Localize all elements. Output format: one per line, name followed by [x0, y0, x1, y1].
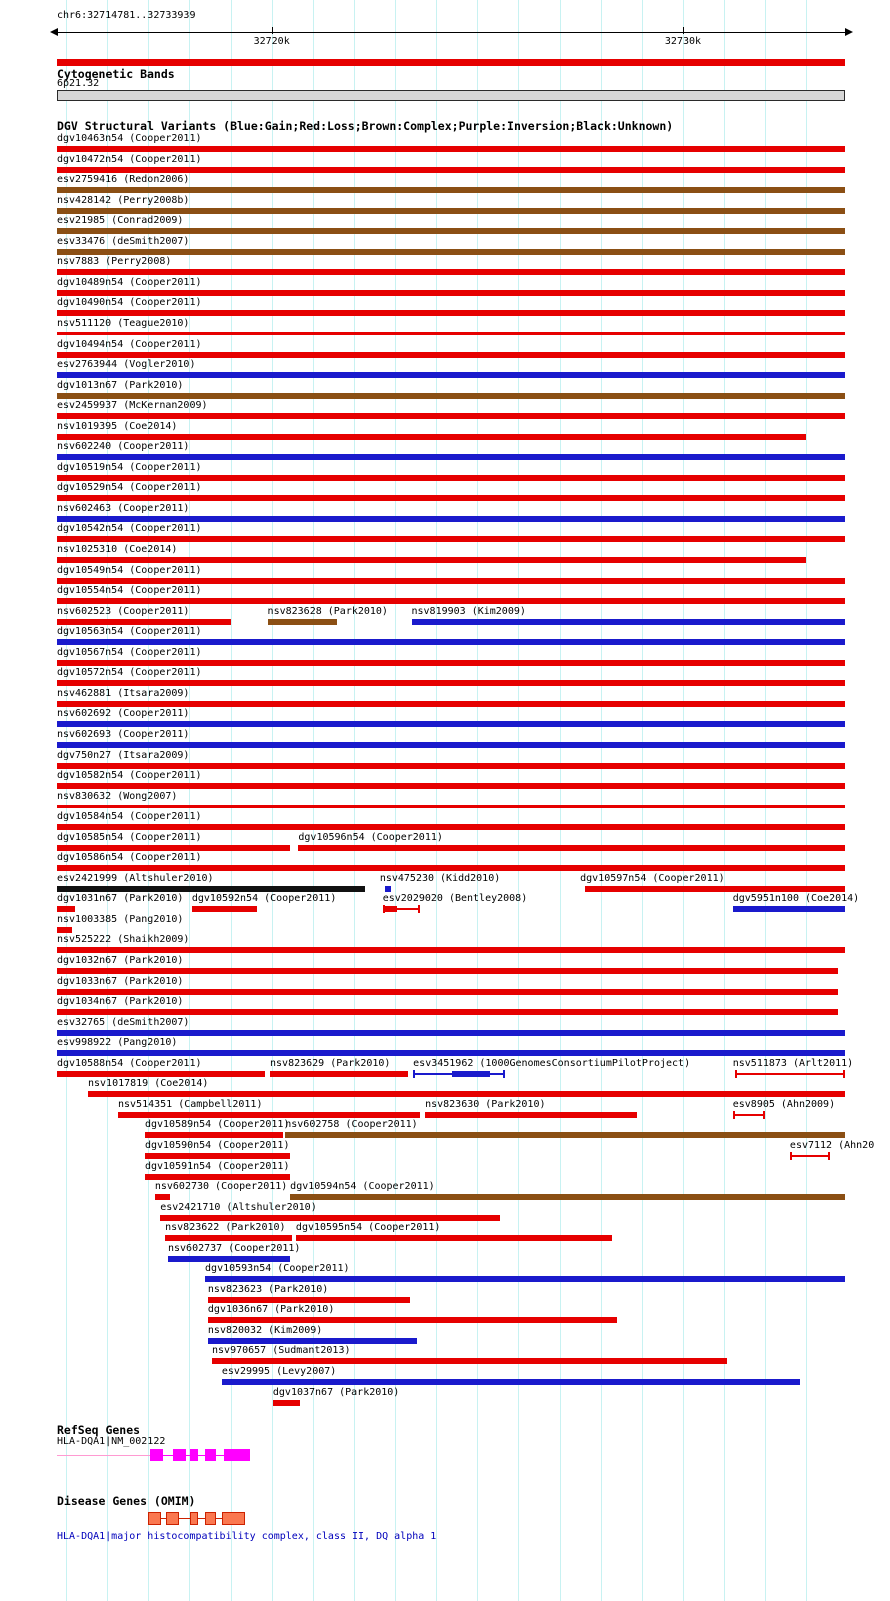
variant-bar[interactable] [57, 393, 845, 399]
variant-label[interactable]: dgv10595n54 (Cooper2011) [295, 1222, 441, 1234]
variant-range-tick [733, 1111, 735, 1119]
variant-bar[interactable] [57, 805, 845, 808]
variant-bar[interactable] [57, 269, 845, 275]
variant-label[interactable]: nsv1017819 (Coe2014) [88, 1078, 209, 1090]
variant-range-tick [828, 1152, 830, 1160]
variant-label[interactable]: esv7112 (Ahn20 [789, 1139, 875, 1151]
variant-label[interactable]: dgv10588n54 (Cooper2011) [57, 1057, 202, 1069]
variant-bar[interactable] [155, 1194, 170, 1200]
variant-label[interactable]: esv998922 (Pang2010) [57, 1037, 178, 1049]
omim-exon[interactable] [148, 1512, 161, 1525]
variant-label[interactable]: dgv10490n54 (Cooper2011) [57, 297, 202, 309]
variant-bar[interactable] [57, 763, 845, 769]
variant-bar[interactable] [165, 1235, 292, 1241]
variant-label[interactable]: dgv10586n54 (Cooper2011) [57, 852, 202, 864]
variant-bar[interactable] [733, 906, 845, 912]
selected-region-highlight-bar [57, 59, 845, 66]
variant-label[interactable]: esv33476 (deSmith2007) [57, 235, 190, 247]
variant-bar[interactable] [452, 1071, 490, 1077]
variant-bar[interactable] [383, 906, 397, 912]
variant-label[interactable]: esv29995 (Levy2007) [221, 1366, 337, 1377]
variant-label[interactable]: nsv602523 (Cooper2011) [57, 605, 190, 617]
omim-exon[interactable] [205, 1512, 216, 1525]
variant-bar[interactable] [57, 372, 845, 378]
variant-label[interactable]: dgv10585n54 (Cooper2011) [57, 831, 202, 843]
variant-bar[interactable] [57, 886, 365, 892]
variant-label[interactable]: esv2421999 (Altshuler2010) [57, 872, 214, 884]
omim-exon[interactable] [190, 1512, 198, 1525]
gridline [765, 0, 766, 1601]
variant-label[interactable]: nsv820032 (Kim2009) [207, 1324, 323, 1336]
variant-bar[interactable] [57, 1071, 265, 1077]
variant-label[interactable]: nsv970657 (Sudmant2013) [212, 1345, 351, 1357]
variant-range-tick [763, 1111, 765, 1119]
variant-bar[interactable] [57, 680, 845, 686]
variant-label[interactable]: dgv10589n54 (Cooper2011) [144, 1119, 290, 1131]
variant-label[interactable]: dgv10582n54 (Cooper2011) [57, 770, 202, 782]
refseq-exon[interactable] [224, 1449, 250, 1461]
variant-label[interactable]: nsv830632 (Wong2007) [57, 790, 178, 802]
variant-label[interactable]: nsv511120 (Teague2010) [57, 317, 190, 329]
variant-bar[interactable] [160, 1215, 500, 1221]
variant-range-tick [503, 1070, 505, 1078]
variant-label[interactable]: dgv10596n54 (Cooper2011) [298, 831, 443, 843]
variant-bar[interactable] [57, 290, 845, 296]
variant-bar[interactable] [57, 167, 845, 173]
variant-label[interactable]: dgv1036n67 (Park2010) [207, 1304, 335, 1316]
variant-label[interactable]: dgv1031n67 (Park2010) [57, 893, 184, 905]
ruler-tick-label: 32730k [664, 36, 702, 47]
variant-label[interactable]: nsv819903 (Kim2009) [411, 605, 526, 617]
variant-bar[interactable] [57, 660, 845, 666]
omim-genes-title: Disease Genes (OMIM) [57, 1494, 196, 1508]
variant-bar[interactable] [57, 332, 845, 335]
variant-label[interactable]: esv3451962 (1000GenomesConsortiumPilotProject) [413, 1057, 691, 1069]
variant-bar[interactable] [412, 619, 845, 625]
variant-bar[interactable] [273, 1400, 300, 1406]
omim-exon[interactable] [222, 1512, 245, 1525]
variant-label[interactable]: nsv514351 (Campbell2011) [117, 1098, 263, 1110]
variant-label[interactable]: nsv462881 (Itsara2009) [57, 687, 190, 699]
variant-label[interactable]: dgv10597n54 (Cooper2011) [580, 872, 725, 884]
variant-bar[interactable] [57, 454, 845, 460]
variant-bar[interactable] [57, 146, 845, 152]
variant-label[interactable]: dgv10489n54 (Cooper2011) [57, 276, 202, 288]
variant-label[interactable]: nsv525222 (Shaikh2009) [57, 934, 190, 946]
variant-range-line[interactable] [790, 1155, 830, 1157]
dgv-track-title: DGV Structural Variants (Blue:Gain;Red:Loss;Brown:Complex;Purple:Inversion;Black:Unknown) [57, 119, 674, 133]
variant-label[interactable]: nsv602463 (Cooper2011) [57, 502, 190, 514]
cytogenetic-bands-title: Cytogenetic Bands [57, 67, 175, 81]
variant-bar[interactable] [57, 639, 845, 645]
refseq-genes-title: RefSeq Genes [57, 1423, 141, 1437]
variant-label[interactable]: dgv10554n54 (Cooper2011) [57, 585, 202, 597]
variant-bar[interactable] [57, 783, 845, 789]
variant-label[interactable]: dgv10567n54 (Cooper2011) [57, 646, 202, 658]
gridline [806, 0, 807, 1601]
variant-label[interactable]: esv32765 (deSmith2007) [57, 1016, 190, 1028]
variant-bar[interactable] [57, 824, 845, 830]
variant-label[interactable]: nsv602730 (Cooper2011) [154, 1181, 288, 1193]
variant-bar[interactable] [57, 208, 845, 214]
variant-label[interactable]: dgv10594n54 (Cooper2011) [290, 1181, 435, 1193]
variant-label[interactable]: dgv10593n54 (Cooper2011) [205, 1263, 350, 1275]
variant-label[interactable]: nsv1019395 (Coe2014) [57, 420, 178, 432]
variant-label[interactable]: nsv823630 (Park2010) [425, 1098, 546, 1110]
refseq-exon[interactable] [150, 1449, 163, 1461]
variant-label[interactable]: dgv10563n54 (Cooper2011) [57, 626, 202, 638]
variant-label[interactable]: nsv602692 (Cooper2011) [57, 708, 190, 720]
variant-bar[interactable] [222, 1379, 800, 1385]
variant-label[interactable]: esv8905 (Ahn2009) [732, 1098, 836, 1110]
variant-label[interactable]: dgv10592n54 (Cooper2011) [191, 893, 337, 905]
variant-bar[interactable] [57, 721, 845, 727]
ruler-arrow-left-icon [50, 28, 58, 36]
variant-label[interactable]: dgv5951n100 (Coe2014) [732, 893, 860, 905]
variant-bar[interactable] [145, 1174, 290, 1180]
refseq-gene-leader-line [57, 1455, 150, 1456]
variant-label[interactable]: nsv511873 (Arlt2011) [732, 1057, 854, 1069]
variant-bar[interactable] [296, 1235, 612, 1241]
variant-label[interactable]: nsv823623 (Park2010) [207, 1283, 329, 1295]
variant-bar[interactable] [57, 865, 845, 871]
gridline [189, 0, 190, 1601]
ruler-arrow-right-icon [845, 28, 853, 36]
variant-bar[interactable] [168, 1256, 290, 1262]
variant-label[interactable]: dgv10549n54 (Cooper2011) [57, 564, 202, 576]
variant-bar[interactable] [57, 947, 845, 953]
variant-bar[interactable] [57, 516, 845, 522]
ruler-axis [57, 32, 845, 33]
variant-bar[interactable] [57, 598, 845, 604]
variant-bar[interactable] [270, 1071, 408, 1077]
variant-bar[interactable] [298, 845, 845, 851]
variant-bar[interactable] [57, 249, 845, 255]
variant-bar[interactable] [57, 742, 845, 748]
variant-bar[interactable] [57, 475, 845, 481]
variant-bar[interactable] [57, 906, 75, 912]
refseq-gene-label[interactable]: HLA-DQA1|NM_002122 [57, 1436, 166, 1447]
variant-bar[interactable] [145, 1132, 283, 1138]
variant-label[interactable]: dgv10529n54 (Cooper2011) [57, 482, 202, 494]
variant-label[interactable]: dgv10463n54 (Cooper2011) [57, 133, 202, 144]
variant-label[interactable]: nsv602737 (Cooper2011) [168, 1242, 301, 1254]
variant-label[interactable]: nsv602693 (Cooper2011) [57, 728, 190, 740]
variant-bar[interactable] [208, 1317, 617, 1323]
variant-range-tick [413, 1070, 415, 1078]
variant-label[interactable]: esv21985 (Conrad2009) [57, 215, 184, 227]
variant-bar[interactable] [57, 495, 845, 501]
variant-label[interactable]: nsv428142 (Perry2008b) [57, 194, 190, 206]
variant-label[interactable]: nsv823629 (Park2010) [270, 1057, 391, 1069]
variant-label[interactable]: dgv10519n54 (Cooper2011) [57, 461, 202, 473]
variant-label[interactable]: esv2029020 (Bentley2008) [382, 893, 528, 905]
refseq-exon[interactable] [205, 1449, 216, 1461]
variant-range-line[interactable] [733, 1114, 765, 1116]
variant-bar[interactable] [57, 927, 72, 933]
variant-bar[interactable] [57, 413, 845, 419]
variant-bar[interactable] [57, 1030, 845, 1036]
variant-label[interactable]: dgv10472n54 (Cooper2011) [57, 153, 202, 165]
variant-bar[interactable] [285, 1132, 845, 1138]
variant-label[interactable]: dgv1032n67 (Park2010) [57, 955, 184, 966]
variant-bar[interactable] [212, 1358, 727, 1364]
variant-bar[interactable] [192, 906, 257, 912]
variant-bar[interactable] [57, 310, 845, 316]
variant-bar[interactable] [57, 228, 845, 234]
variant-label[interactable]: nsv602240 (Cooper2011) [57, 441, 190, 453]
variant-bar[interactable] [57, 352, 845, 358]
variant-bar[interactable] [57, 187, 845, 193]
variant-bar[interactable] [425, 1112, 637, 1118]
variant-bar[interactable] [268, 619, 338, 625]
variant-label[interactable]: dgv750n27 (Itsara2009) [57, 749, 190, 761]
variant-label[interactable]: dgv1037n67 (Park2010) [272, 1386, 400, 1398]
variant-label[interactable]: esv2759416 (Redon2006) [57, 174, 190, 186]
ruler-tick-label: 32720k [253, 36, 290, 47]
variant-label[interactable]: dgv10494n54 (Cooper2011) [57, 338, 202, 350]
variant-bar[interactable] [57, 701, 845, 707]
variant-bar[interactable] [208, 1338, 417, 1344]
omim-exon[interactable] [166, 1512, 179, 1525]
refseq-exon[interactable] [190, 1449, 198, 1461]
variant-bar[interactable] [88, 1091, 845, 1097]
variant-bar[interactable] [57, 845, 290, 851]
variant-label[interactable]: nsv475230 (Kidd2010) [379, 872, 501, 884]
variant-range-tick [418, 905, 420, 913]
variant-range-tick [735, 1070, 737, 1078]
variant-bar[interactable] [57, 989, 838, 995]
variant-range-tick [790, 1152, 792, 1160]
variant-label[interactable]: dgv1034n67 (Park2010) [57, 996, 184, 1008]
variant-label[interactable]: dgv10591n54 (Cooper2011) [144, 1160, 290, 1172]
ruler-tick [683, 27, 684, 34]
variant-bar[interactable] [118, 1112, 420, 1118]
variant-label[interactable]: dgv1033n67 (Park2010) [57, 975, 184, 987]
variant-label[interactable]: nsv602758 (Cooper2011) [285, 1119, 418, 1131]
omim-gene-label[interactable]: HLA-DQA1|major histocompatibility complex, class II, DQ alpha 1 [57, 1531, 437, 1542]
variant-label[interactable]: dgv10584n54 (Cooper2011) [57, 811, 202, 823]
region-coordinates-label: chr6:32714781..32733939 [57, 10, 196, 21]
variant-range-tick [843, 1070, 845, 1078]
variant-label[interactable]: dgv10542n54 (Cooper2011) [57, 523, 202, 535]
variant-bar[interactable] [145, 1153, 290, 1159]
variant-bar[interactable] [57, 557, 806, 563]
variant-bar[interactable] [208, 1297, 410, 1303]
cytoband-label: 6p21.32 [57, 78, 100, 89]
variant-label[interactable]: nsv1025310 (Coe2014) [57, 544, 178, 555]
variant-bar[interactable] [290, 1194, 845, 1200]
variant-bar[interactable] [57, 968, 838, 974]
variant-label[interactable]: nsv7883 (Perry2008) [57, 256, 172, 268]
variant-label[interactable]: esv2459937 (McKernan2009) [57, 400, 208, 412]
variant-label[interactable]: dgv1013n67 (Park2010) [57, 379, 184, 391]
variant-bar[interactable] [205, 1276, 845, 1282]
variant-bar[interactable] [57, 1009, 838, 1015]
variant-range-line[interactable] [735, 1073, 845, 1075]
variant-bar[interactable] [57, 434, 806, 440]
variant-bar[interactable] [57, 536, 845, 542]
variant-bar[interactable] [57, 619, 231, 625]
variant-bar[interactable] [57, 578, 845, 584]
ruler-tick [272, 27, 273, 34]
refseq-exon[interactable] [173, 1449, 186, 1461]
variant-label[interactable]: esv2763944 (Vogler2010) [57, 359, 196, 371]
variant-label[interactable]: nsv823628 (Park2010) [267, 605, 388, 617]
variant-label[interactable]: esv2421710 (Altshuler2010) [160, 1201, 317, 1213]
cytoband-bar[interactable] [57, 90, 845, 101]
variant-bar[interactable] [385, 886, 391, 892]
variant-bar[interactable] [57, 1050, 845, 1056]
variant-label[interactable]: nsv1003385 (Pang2010) [57, 913, 184, 925]
variant-label[interactable]: dgv10590n54 (Cooper2011) [144, 1139, 290, 1151]
variant-bar[interactable] [585, 886, 845, 892]
variant-label[interactable]: dgv10572n54 (Cooper2011) [57, 667, 202, 679]
variant-label[interactable]: nsv823622 (Park2010) [165, 1222, 286, 1234]
